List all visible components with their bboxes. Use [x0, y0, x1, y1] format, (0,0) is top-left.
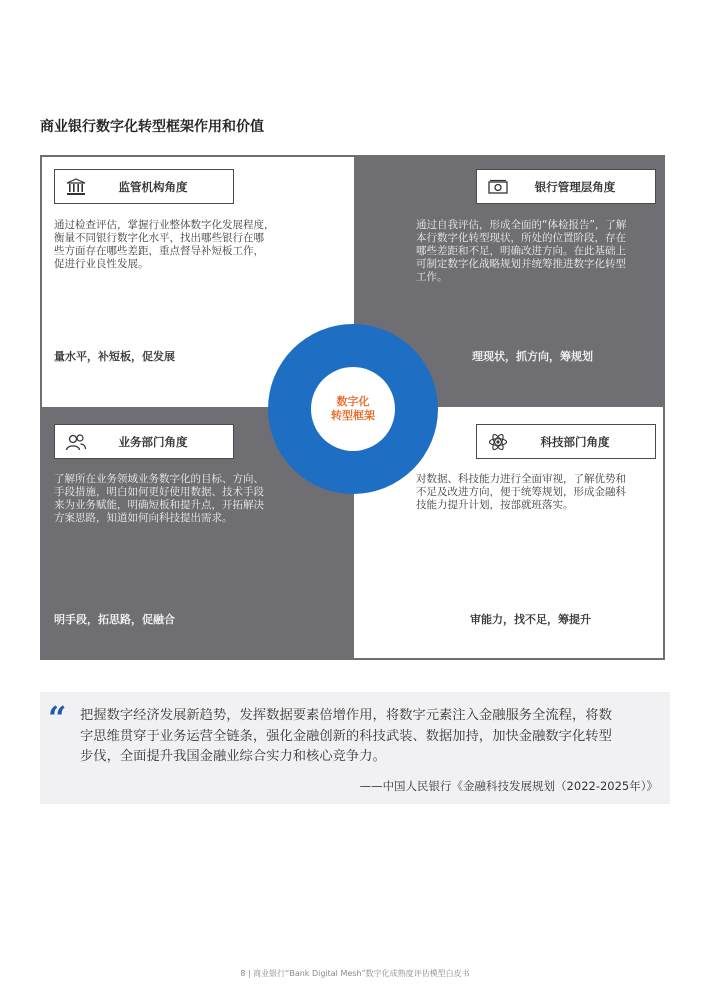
- management-description: 通过自我评估，形成全面的“体检报告”，了解 本行数字化转型现状，所处的位置阶段，存在 哪些差距和不足，明确改进方向。在此基础上 可制定数字化战略规划并统筹推进数字化转型 工作。: [416, 219, 627, 283]
- technology-tagline: 审能力，找不足，筹提升: [470, 613, 591, 626]
- regulator-label-box: [54, 169, 234, 204]
- atom-icon: [487, 433, 509, 451]
- management-tagline: 理现状，抓方向，筹规划: [472, 350, 593, 363]
- bank-building-icon: [65, 178, 87, 196]
- framework-diagram: [40, 155, 665, 660]
- quote-mark-icon: “: [48, 699, 67, 737]
- quote-text: 把握数字经济发展新趋势，发挥数据要素倍增作用，将数字元素注入金融服务全流程，将数 字思维贯穿于业务运营全链条，强化金融创新的科技武装、数据加持，加快金融数字化转型 步伐，全面提升我国金融业综合实力和核心竞争力。: [80, 708, 612, 764]
- page-footer: 8 | 商业银行“Bank Digital Mesh”数字化成熟度评估模型白皮书: [240, 969, 470, 978]
- business-label-box: [54, 424, 234, 459]
- business-tagline: 明手段，拓思路，促融合: [54, 613, 175, 626]
- technology-label: 科技部门角度: [540, 434, 610, 449]
- regulator-label: 监管机构角度: [118, 179, 188, 194]
- quote-block: [40, 692, 670, 804]
- technology-description: 对数据、科技能力进行全面审视，了解优势和 不足及改进方向，便于统筹规划，形成金融科 技能力提升计划，按部就班落实。: [416, 473, 626, 511]
- technology-label-box: [476, 424, 656, 459]
- business-label: 业务部门角度: [118, 434, 188, 449]
- section-title: 商业银行数字化转型框架作用和价值: [40, 119, 264, 135]
- center-label-line2: 转型框架: [331, 409, 375, 422]
- center-label: [311, 367, 395, 451]
- center-ring: [268, 324, 438, 494]
- business-description: 了解所在业务领域业务数字化的目标、方向、 手段措施，明白如何更好使用数据、技术手段 来为业务赋能，明确短板和提升点，开拓解决 方案思路，知道如何向科技提出需求。: [54, 473, 264, 524]
- quote-source: ——中国人民银行《金融科技发展规划（2022-2025年）》: [359, 779, 658, 793]
- cash-note-icon: [487, 178, 509, 196]
- management-label: 银行管理层角度: [534, 179, 616, 194]
- team-people-icon: [65, 433, 87, 451]
- regulator-description: 通过检查评估，掌握行业整体数字化发展程度， 衡量不同银行数字化水平，找出哪些银行在哪 些方面存在哪些差距，重点督导补短板工作， 促进行业良性发展。: [54, 219, 275, 270]
- management-label-box: [476, 169, 656, 204]
- regulator-tagline: 量水平，补短板，促发展: [54, 350, 175, 363]
- center-label-line1: 数字化: [336, 395, 370, 408]
